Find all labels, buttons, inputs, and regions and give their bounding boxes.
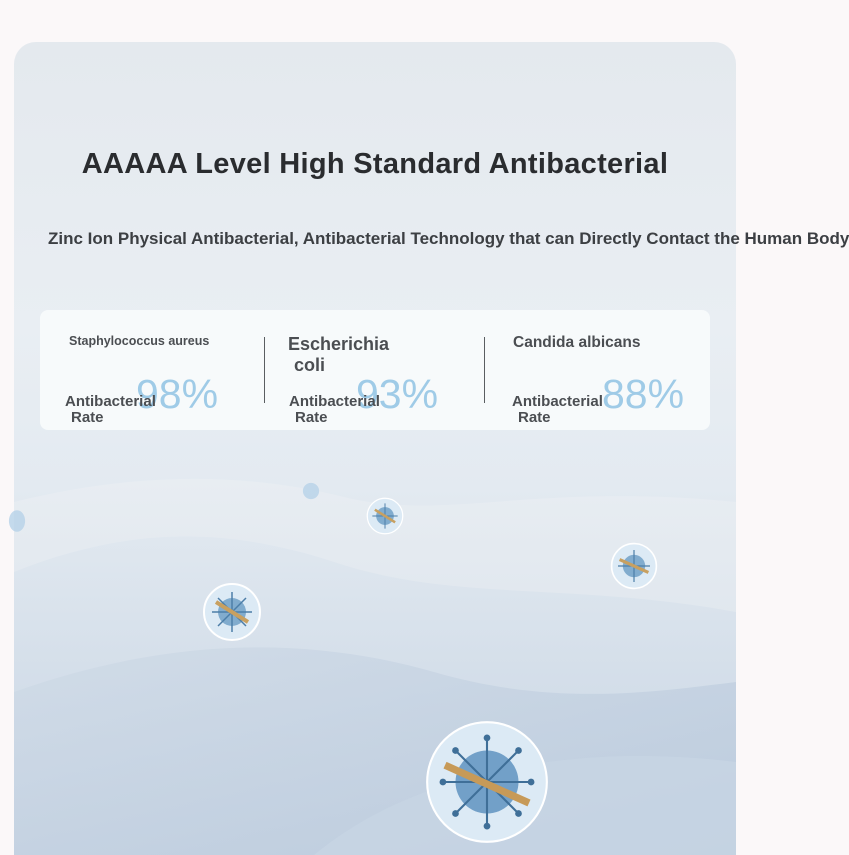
stat-name: Staphylococcus aureus [69, 334, 210, 348]
stats-panel [40, 310, 710, 430]
stat-percent: 98% [136, 371, 219, 417]
bubble-icon [302, 482, 320, 500]
virus-bubble-icon [366, 497, 404, 535]
virus-bubble-icon [610, 542, 658, 590]
stat-name: Escherichia coli [288, 334, 390, 375]
stat-label: Antibacterial Rate [289, 393, 380, 426]
stat-label: Antibacterial Rate [65, 393, 156, 426]
virus-bubble-icon [202, 582, 262, 642]
stat-name: Candida albicans [513, 334, 641, 351]
virus-bubble-icon [424, 719, 550, 845]
hero-card [14, 42, 849, 855]
stat-percent: 93% [356, 371, 439, 417]
divider [484, 337, 485, 403]
stat-label: Antibacterial Rate [512, 393, 603, 426]
page-subtitle: Zinc Ion Physical Antibacterial, Antibacterial Technology that can Directly Contact the Human Body [48, 229, 849, 248]
divider [264, 337, 265, 403]
bubble-icon [8, 508, 26, 534]
page-title: AAAAA Level High Standard Antibacterial [81, 148, 669, 180]
stat-percent: 88% [602, 371, 685, 417]
